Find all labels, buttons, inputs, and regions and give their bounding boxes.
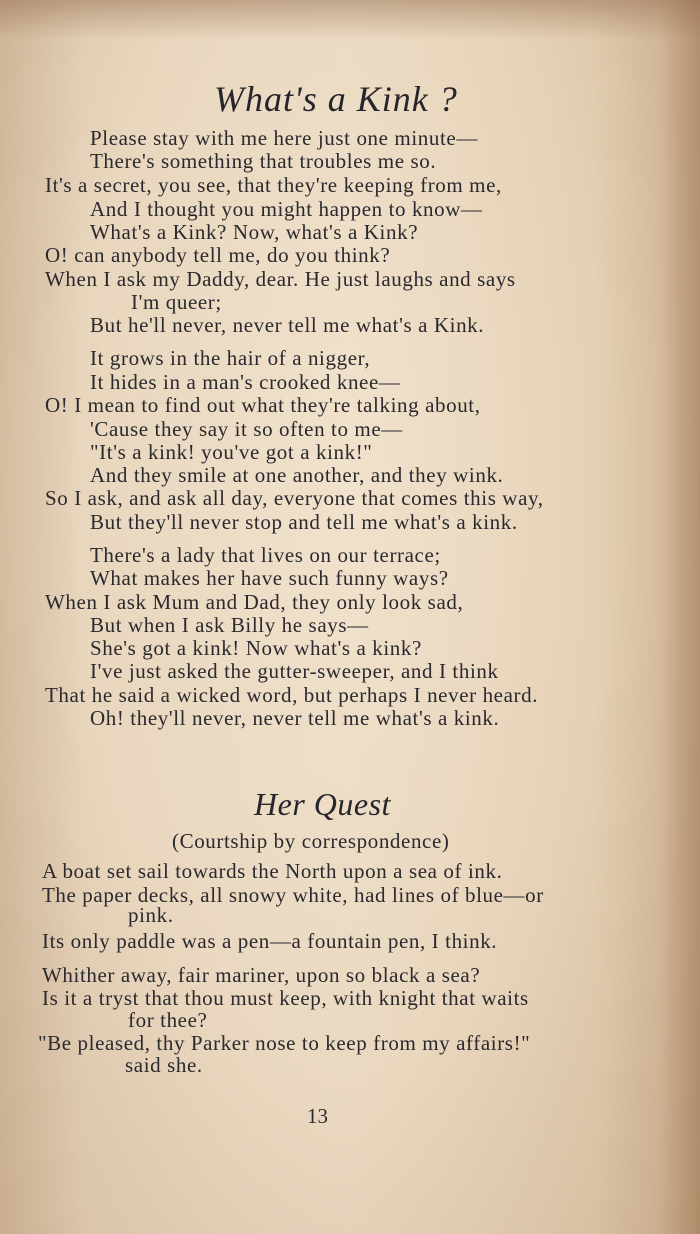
poem-line: When I ask my Daddy, dear. He just laughs and says	[45, 267, 516, 291]
poem-title-whats-a-kink: What's a Kink ?	[214, 79, 458, 119]
poem-subtitle: (Courtship by correspondence)	[172, 829, 450, 853]
poem-line: pink.	[128, 903, 174, 927]
poem-line: There's something that troubles me so.	[90, 149, 437, 173]
poem-line: Oh! they'll never, never tell me what's a kink.	[90, 706, 500, 730]
poem-line: Its only paddle was a pen—a fountain pen, I think.	[42, 929, 498, 953]
poem-line: And they smile at one another, and they wink.	[90, 463, 504, 487]
poem-line: Please stay with me here just one minute—	[90, 126, 478, 150]
poem-line: But they'll never stop and tell me what's a kink.	[90, 510, 518, 534]
poem-line: I've just asked the gutter-sweeper, and I think	[90, 659, 499, 683]
poem-line: It grows in the hair of a nigger,	[90, 346, 371, 370]
poem-line: It hides in a man's crooked knee—	[90, 370, 401, 394]
poem-line: When I ask Mum and Dad, they only look sad,	[45, 590, 464, 614]
page-number: 13	[307, 1104, 328, 1128]
poem-line: What's a Kink? Now, what's a Kink?	[90, 220, 419, 244]
poem-line: And I thought you might happen to know—	[90, 197, 483, 221]
poem-line: It's a secret, you see, that they're keeping from me,	[45, 173, 502, 197]
poem-line: But he'll never, never tell me what's a Kink.	[90, 313, 485, 337]
poem-line: A boat set sail towards the North upon a sea of ink.	[42, 859, 503, 883]
poem-title-her-quest: Her Quest	[254, 786, 391, 822]
poem-line: But when I ask Billy he says—	[90, 613, 369, 637]
poem-line: I'm queer;	[131, 290, 222, 314]
poem-line: O! I mean to find out what they're talking about,	[45, 393, 481, 417]
poem-line: said she.	[125, 1053, 203, 1077]
poem-line: "Be pleased, thy Parker nose to keep from my affairs!"	[38, 1031, 531, 1055]
poem-line: There's a lady that lives on our terrace;	[90, 543, 441, 567]
poem-line: That he said a wicked word, but perhaps I never heard.	[45, 683, 539, 707]
poem-line: O! can anybody tell me, do you think?	[45, 243, 391, 267]
poem-line: The paper decks, all snowy white, had lines of blue—or	[42, 883, 544, 907]
poem-line: "It's a kink! you've got a kink!"	[90, 440, 373, 464]
poem-line: Whither away, fair mariner, upon so black a sea?	[42, 963, 481, 987]
poem-line: What makes her have such funny ways?	[90, 566, 449, 590]
poem-line: She's got a kink! Now what's a kink?	[90, 636, 422, 660]
poem-line: Is it a tryst that thou must keep, with knight that waits	[42, 986, 529, 1010]
poem-line: for thee?	[128, 1008, 208, 1032]
poem-line: 'Cause they say it so often to me—	[90, 417, 403, 441]
poem-line: So I ask, and ask all day, everyone that comes this way,	[45, 486, 544, 510]
